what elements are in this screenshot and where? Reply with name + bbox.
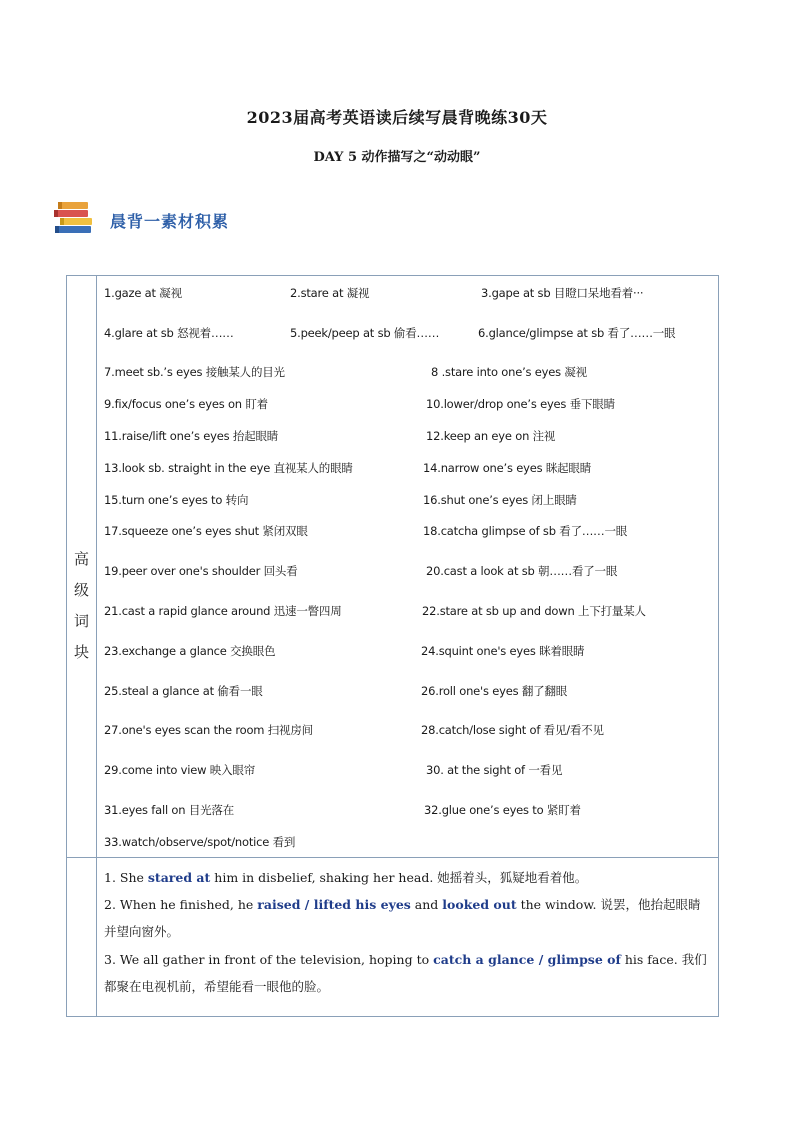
- highlight-phrase: stared at: [147, 870, 211, 885]
- vocab-item: 4.glare at sb 怒视着……: [104, 326, 234, 340]
- page-title: 2023届高考英语读后续写晨背晚练30天: [246, 108, 548, 127]
- vocab-item: 10.lower/drop one’s eyes 垂下眼睛: [426, 397, 615, 411]
- vocab-item: 1.gaze at 凝视: [104, 286, 182, 300]
- highlight-phrase: catch a glance / glimpse of: [433, 952, 621, 967]
- vocab-item: 8 .stare into one’s eyes 凝视: [431, 365, 587, 379]
- vocab-item: 30. at the sight of 一看见: [426, 763, 563, 777]
- section-header: [52, 200, 352, 236]
- example-sentence: 1. She stared at him in disbelief, shaking her head. 她摇着头，狐疑地看着他。: [104, 870, 588, 885]
- column-divider: [96, 276, 97, 1016]
- vocab-item: 33.watch/observe/spot/notice 看到: [104, 835, 296, 849]
- vocab-item: 16.shut one’s eyes 闭上眼睛: [423, 493, 577, 507]
- vocab-item: 24.squint one's eyes 眯着眼睛: [421, 644, 585, 658]
- vocab-item: 7.meet sb.’s eyes 接触某人的目光: [104, 365, 285, 379]
- vocab-item: 26.roll one's eyes 翻了翻眼: [421, 684, 568, 698]
- vocab-item: 27.one's eyes scan the room 扫视房间: [104, 723, 313, 737]
- vocab-item: 22.stare at sb up and down 上下打量某人: [422, 604, 646, 618]
- example-sentence: 3. We all gather in front of the television, hoping to catch a glance / glimpse of his face. 我们都聚在电视机前，希望能看一眼他的脸。: [104, 952, 707, 994]
- vocab-item: 2.stare at 凝视: [290, 286, 370, 300]
- highlight-phrase: raised / lifted his eyes: [257, 897, 411, 912]
- vocab-item: 12.keep an eye on 注视: [426, 429, 556, 443]
- vocab-item: 25.steal a glance at 偷看一眼: [104, 684, 263, 698]
- section-title: 晨背一素材积累: [110, 212, 230, 231]
- vocab-item: 20.cast a look at sb 朝……看了一眼: [426, 564, 618, 578]
- side-label: 高 级 词 块: [73, 550, 89, 661]
- vocab-item: 13.look sb. straight in the eye 直视某人的眼睛: [104, 461, 353, 475]
- vocab-item: 32.glue one’s eyes to 紧盯着: [424, 803, 581, 817]
- vocab-item: 3.gape at sb 目瞪口呆地看着···: [481, 286, 644, 300]
- vocab-item: 6.glance/glimpse at sb 看了……一眼: [478, 326, 676, 340]
- highlight-phrase: looked out: [442, 897, 517, 912]
- vocab-item: 17.squeeze one’s eyes shut 紧闭双眼: [104, 524, 308, 538]
- example-sentence: 2. When he finished, he raised / lifted his eyes and looked out the window. 说罢，他抬起眼睛并望向窗外。: [104, 897, 701, 939]
- vocab-item: 15.turn one’s eyes to 转向: [104, 493, 249, 507]
- vocab-item: 11.raise/lift one’s eyes 抬起眼睛: [104, 429, 279, 443]
- vocab-item: 19.peer over one's shoulder 回头看: [104, 564, 298, 578]
- vocab-item: 14.narrow one’s eyes 眯起眼睛: [423, 461, 592, 475]
- vocab-item: 31.eyes fall on 目光落在: [104, 803, 235, 817]
- books-icon: [52, 200, 96, 234]
- vocab-item: 23.exchange a glance 交换眼色: [104, 644, 276, 658]
- vocab-item: 18.catcha glimpse of sb 看了……一眼: [423, 524, 628, 538]
- vocab-item: 29.come into view 映入眼帘: [104, 763, 256, 777]
- vocab-item: 9.fix/focus one’s eyes on 盯着: [104, 397, 268, 411]
- vocab-item: 28.catch/lose sight of 看见/看不见: [421, 723, 604, 737]
- row-divider: [67, 857, 718, 858]
- vocab-item: 5.peek/peep at sb 偷看……: [290, 326, 440, 340]
- page-subtitle: DAY 5 动作描写之“动动眼”: [313, 150, 481, 165]
- vocab-item: 21.cast a rapid glance around 迅速一瞥四周: [104, 604, 342, 618]
